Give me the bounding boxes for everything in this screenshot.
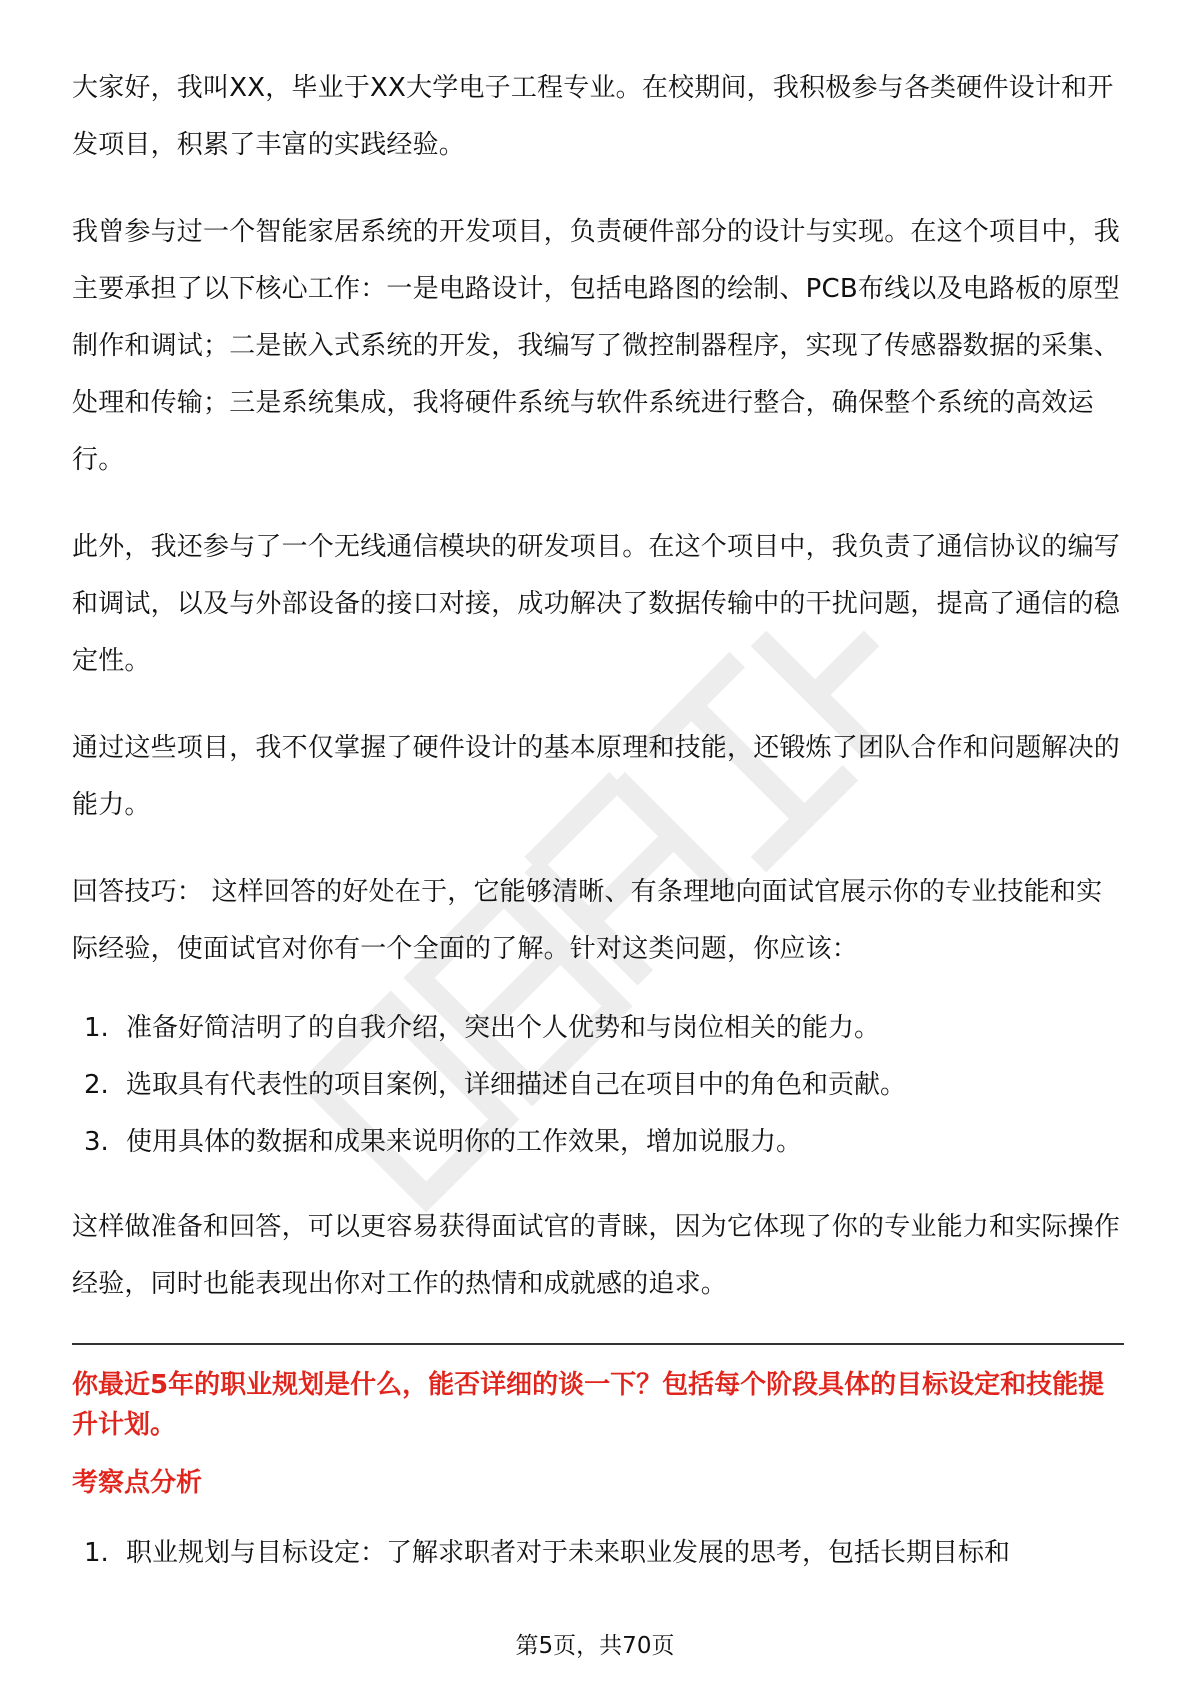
interview-question: 你最近5年的职业规划是什么，能否详细的谈一下？包括每个阶段具体的目标设定和技能提升计划。 (72, 1370, 1105, 1440)
section-divider (72, 1343, 1124, 1345)
list-item (72, 1000, 1122, 1057)
answer-tips-paragraph: 回答技巧： 这样回答的好处在于，它能够清晰、有条理地向面试官展示你的专业技能和实际经验，使面试官对你有一个全面的了解。针对这类问题，你应该： (72, 877, 1103, 964)
list-item-number: 2. (84, 1070, 109, 1100)
list-item (72, 1114, 1122, 1171)
closing-paragraph: 这样做准备和回答，可以更容易获得面试官的青睐，因为它体现了你的专业能力和实际操作经验，同时也能表现出你对工作的热情和成就感的追求。 (72, 1212, 1121, 1299)
analysis-list (72, 1525, 1122, 1582)
list-item (72, 1057, 1122, 1114)
tips-list (72, 1000, 1122, 1171)
analysis-heading: 考察点分析 (72, 1468, 203, 1498)
skills-summary-paragraph: 通过这些项目，我不仅掌握了硬件设计的基本原理和技能，还锻炼了团队合作和问题解决的能力。 (72, 733, 1121, 820)
list-item-text: 使用具体的数据和成果来说明你的工作效果，增加说服力。 (126, 1127, 803, 1157)
smart-home-project-paragraph: 我曾参与过一个智能家居系统的开发项目，负责硬件部分的设计与实现。在这个项目中，我主要承担了以下核心工作：一是电路设计，包括电路图的绘制、PCB布线以及电路板的原型制作和调试；二是嵌入式系统的开发，我编写了微控制器程序，实现了传感器数据的采集、处理和传输；三是系统集成，我将硬件系统与软件系统进行整合，确保整个系统的高效运行。 (72, 217, 1121, 475)
list-item-number: 1. (84, 1013, 109, 1043)
list-item-text: 准备好简洁明了的自我介绍，突出个人优势和与岗位相关的能力。 (126, 1013, 881, 1043)
list-item-text: 选取具有代表性的项目案例，详细描述自己在项目中的角色和贡献。 (126, 1070, 907, 1100)
list-item-number: 1. (84, 1538, 109, 1568)
page-footer: 第5页，共70页 (515, 1633, 675, 1659)
list-item (72, 1525, 1122, 1582)
intro-paragraph: 大家好，我叫XX，毕业于XX大学电子工程专业。在校期间，我积极参与各类硬件设计和开发项目，积累了丰富的实践经验。 (72, 73, 1114, 160)
list-item-number: 3. (84, 1127, 109, 1157)
wireless-module-paragraph: 此外，我还参与了一个无线通信模块的研发项目。在这个项目中，我负责了通信协议的编写和调试，以及与外部设备的接口对接，成功解决了数据传输中的干扰问题，提高了通信的稳定性。 (72, 532, 1121, 676)
document-page (72, 60, 1122, 1582)
list-item-text: 职业规划与目标设定：了解求职者对于未来职业发展的思考，包括长期目标和 (126, 1538, 1011, 1568)
